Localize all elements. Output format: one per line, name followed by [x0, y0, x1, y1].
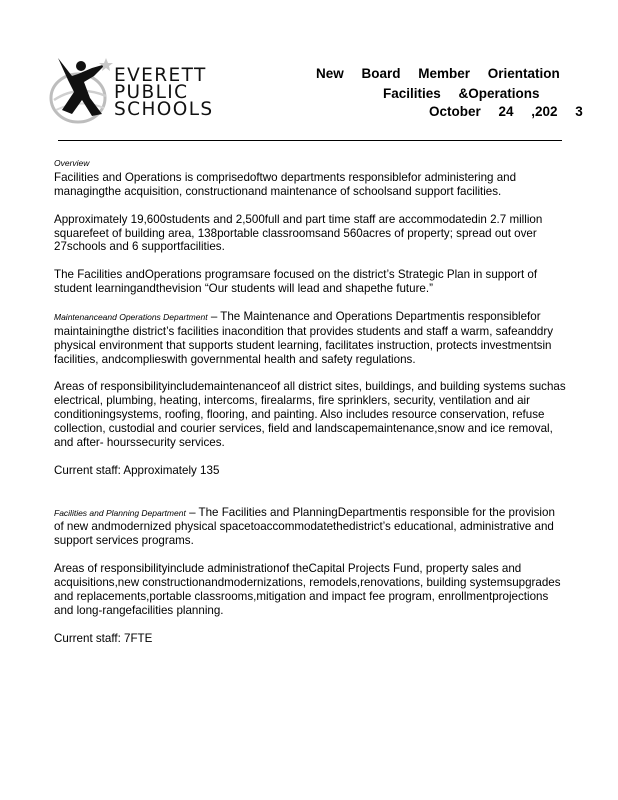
overview-heading: Overview	[54, 158, 90, 168]
document-subtitle: Facilities &Operations	[383, 86, 540, 101]
maintenance-areas-paragraph: Areas of responsibilityincludemaintenanceof all district sites, buildings, and building systems suchas electrical, plumbing, heating, intercoms, firealarms, fire sprinklers, security, ventilation and air conditioningsystems, roofing, flooring, and painting. Also includes resource conservation, refuse collection, custodial and courier services, field and landscapemaintenance,snow and ice removal, and after- hourssecurity services.	[54, 380, 566, 450]
planning-intro-paragraph	[54, 506, 566, 549]
maintenance-intro-paragraph	[54, 310, 566, 367]
planning-areas-paragraph: Areas of responsibilityinclude administrationof theCapital Projects Fund, property sales and acquisitions,new constructionandmodernizations, remodels,renovations, building systemsupgrades and replacements,portable classrooms,mitigation and impact fee program, enrollmentprojections and long-rangefacilities planning.	[54, 562, 561, 617]
everett-public-schools-logo	[48, 54, 218, 126]
logo-line-public: PUBLIC	[114, 82, 189, 103]
overview-paragraph-3: The Facilities andOperations programsare focused on the district’s Strategic Plan in support of student learningandthevision “Our students will lead and shapethe future.”	[54, 268, 538, 296]
overview-paragraph-2: Approximately 19,600students and 2,500full and part time staff are accommodatedin 2.7 million squarefeet of building area, 138portable classroomsand 560acres of property; spread out over 27schools and 6 supportfacilities.	[54, 212, 543, 254]
overview-paragraph-1: Facilities and Operations is comprisedoftwo departments responsiblefor administering and managingthe acquisition, constructionand maintenance of schoolsand support facilities.	[54, 170, 517, 198]
maintenance-staff: Current staff: Approximately 135	[54, 463, 220, 477]
logo-line-everett: EVERETT	[114, 65, 207, 86]
maintenance-intro-text: – The Maintenance and Operations Departmentis responsiblefor maintainingthe district’s facilities inacondition that provides students and staff a warm, safeanddry physical environment that supports student learning, facilitates instruction, protects investmentsin facilities, andcomplieswith governmental health and safety regulations.	[54, 309, 554, 366]
planning-department-label: Facilities and Planning Department	[54, 507, 186, 518]
header-divider	[58, 140, 562, 141]
runner-globe-icon	[48, 54, 114, 126]
planning-intro-text: – The Facilities and PlanningDepartmentis responsible for the provision of new andmodernized physical spacetoaccommodatethedistrict’s educational, administrative and support services programs.	[54, 505, 555, 548]
logo-line-schools: SCHOOLS	[114, 99, 214, 120]
document-date: October 24 ,202 3	[429, 104, 583, 119]
document-title: New Board Member Orientation	[316, 66, 560, 81]
document-body	[54, 157, 566, 659]
planning-staff: Current staff: 7FTE	[54, 631, 153, 645]
maintenance-department-label: Maintenanceand Operations Department	[54, 311, 208, 322]
section-spacer	[54, 492, 566, 506]
logo-wordmark	[114, 67, 224, 118]
